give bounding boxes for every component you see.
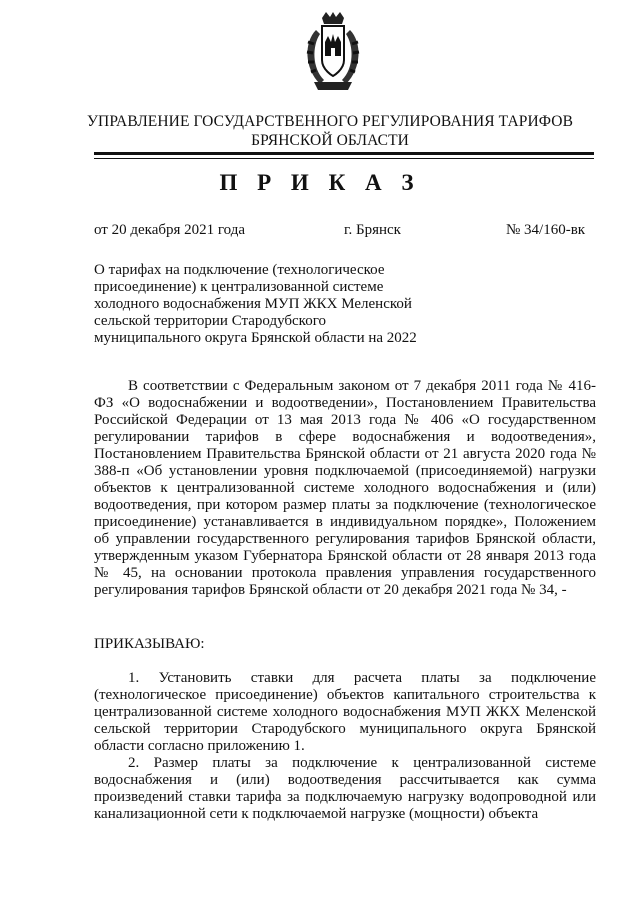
order-city: г. Брянск [344,222,401,238]
order-subject: О тарифах на подключение (технологическое присоединение) к централизованной системе холодного водоснабжения МУП ЖКХ Меленской сельской территории Стародубского муниципального округа Брянской области на 2022 [94,262,417,346]
order-item-1: 1. Установить ставки для расчета платы за подключение (технологическое присоединение) объектов капитального строительства к централизованной системе холодного водоснабжения МУП ЖКХ Меленской сельской территории Стародубского муниципального округа Брянской области согласно приложению 1. [94,670,596,754]
coat-of-arms-icon [300,12,366,92]
org-line-1: УПРАВЛЕНИЕ ГОСУДАРСТВЕННОГО РЕГУЛИРОВАНИЯ ТАРИФОВ [86,113,574,130]
order-items [94,670,596,823]
header-divider-thick [94,152,594,155]
order-item-2: 2. Размер платы за подключение к централизованной системе водоснабжения и (или) водоотведения рассчитывается как сумма произведений ставки тарифа за подключаемую нагрузку водопроводной или канализационной сети к подключаемой нагрузке (мощности) объекта [94,755,596,822]
order-date: от 20 декабря 2021 года [94,222,246,238]
preamble-text: В соответствии с Федеральным законом от 7 декабря 2011 года № 416-ФЗ «О водоснабжении и водоотведении», Постановлением Правительства Российской Федерации от 13 мая 2013 года № 406 «О государственном регулировании тарифов в сфере водоснабжения и водоотведения», Постановлением Правительства Брянской области от 21 августа 2020 года № 388-п «Об установлении уровня подключаемой (присоединяемой) нагрузки объектов к централизованной системе холодного водоснабжения и (или) водоотведения, при котором размер платы за подключение (технологическое присоединение) устанавливается в индивидуальном порядке», Положением об управлении государственного регулирования тарифов Брянской области, утвержденным указом Губернатора Брянской области от 28 января 2013 года № 45, на основании протокола правления управления государственного регулирования тарифов Брянской области от 20 декабря 2021 года № 34, - [94,378,596,598]
preamble-block [94,378,596,599]
organization-name [60,112,600,150]
document-title: П Р И К А З [219,170,421,195]
header-divider-thin [94,158,594,159]
order-number: № 34/160-вк [506,222,586,238]
org-line-2: БРЯНСКОЙ ОБЛАСТИ [251,132,409,149]
order-word: ПРИКАЗЫВАЮ: [94,636,205,652]
